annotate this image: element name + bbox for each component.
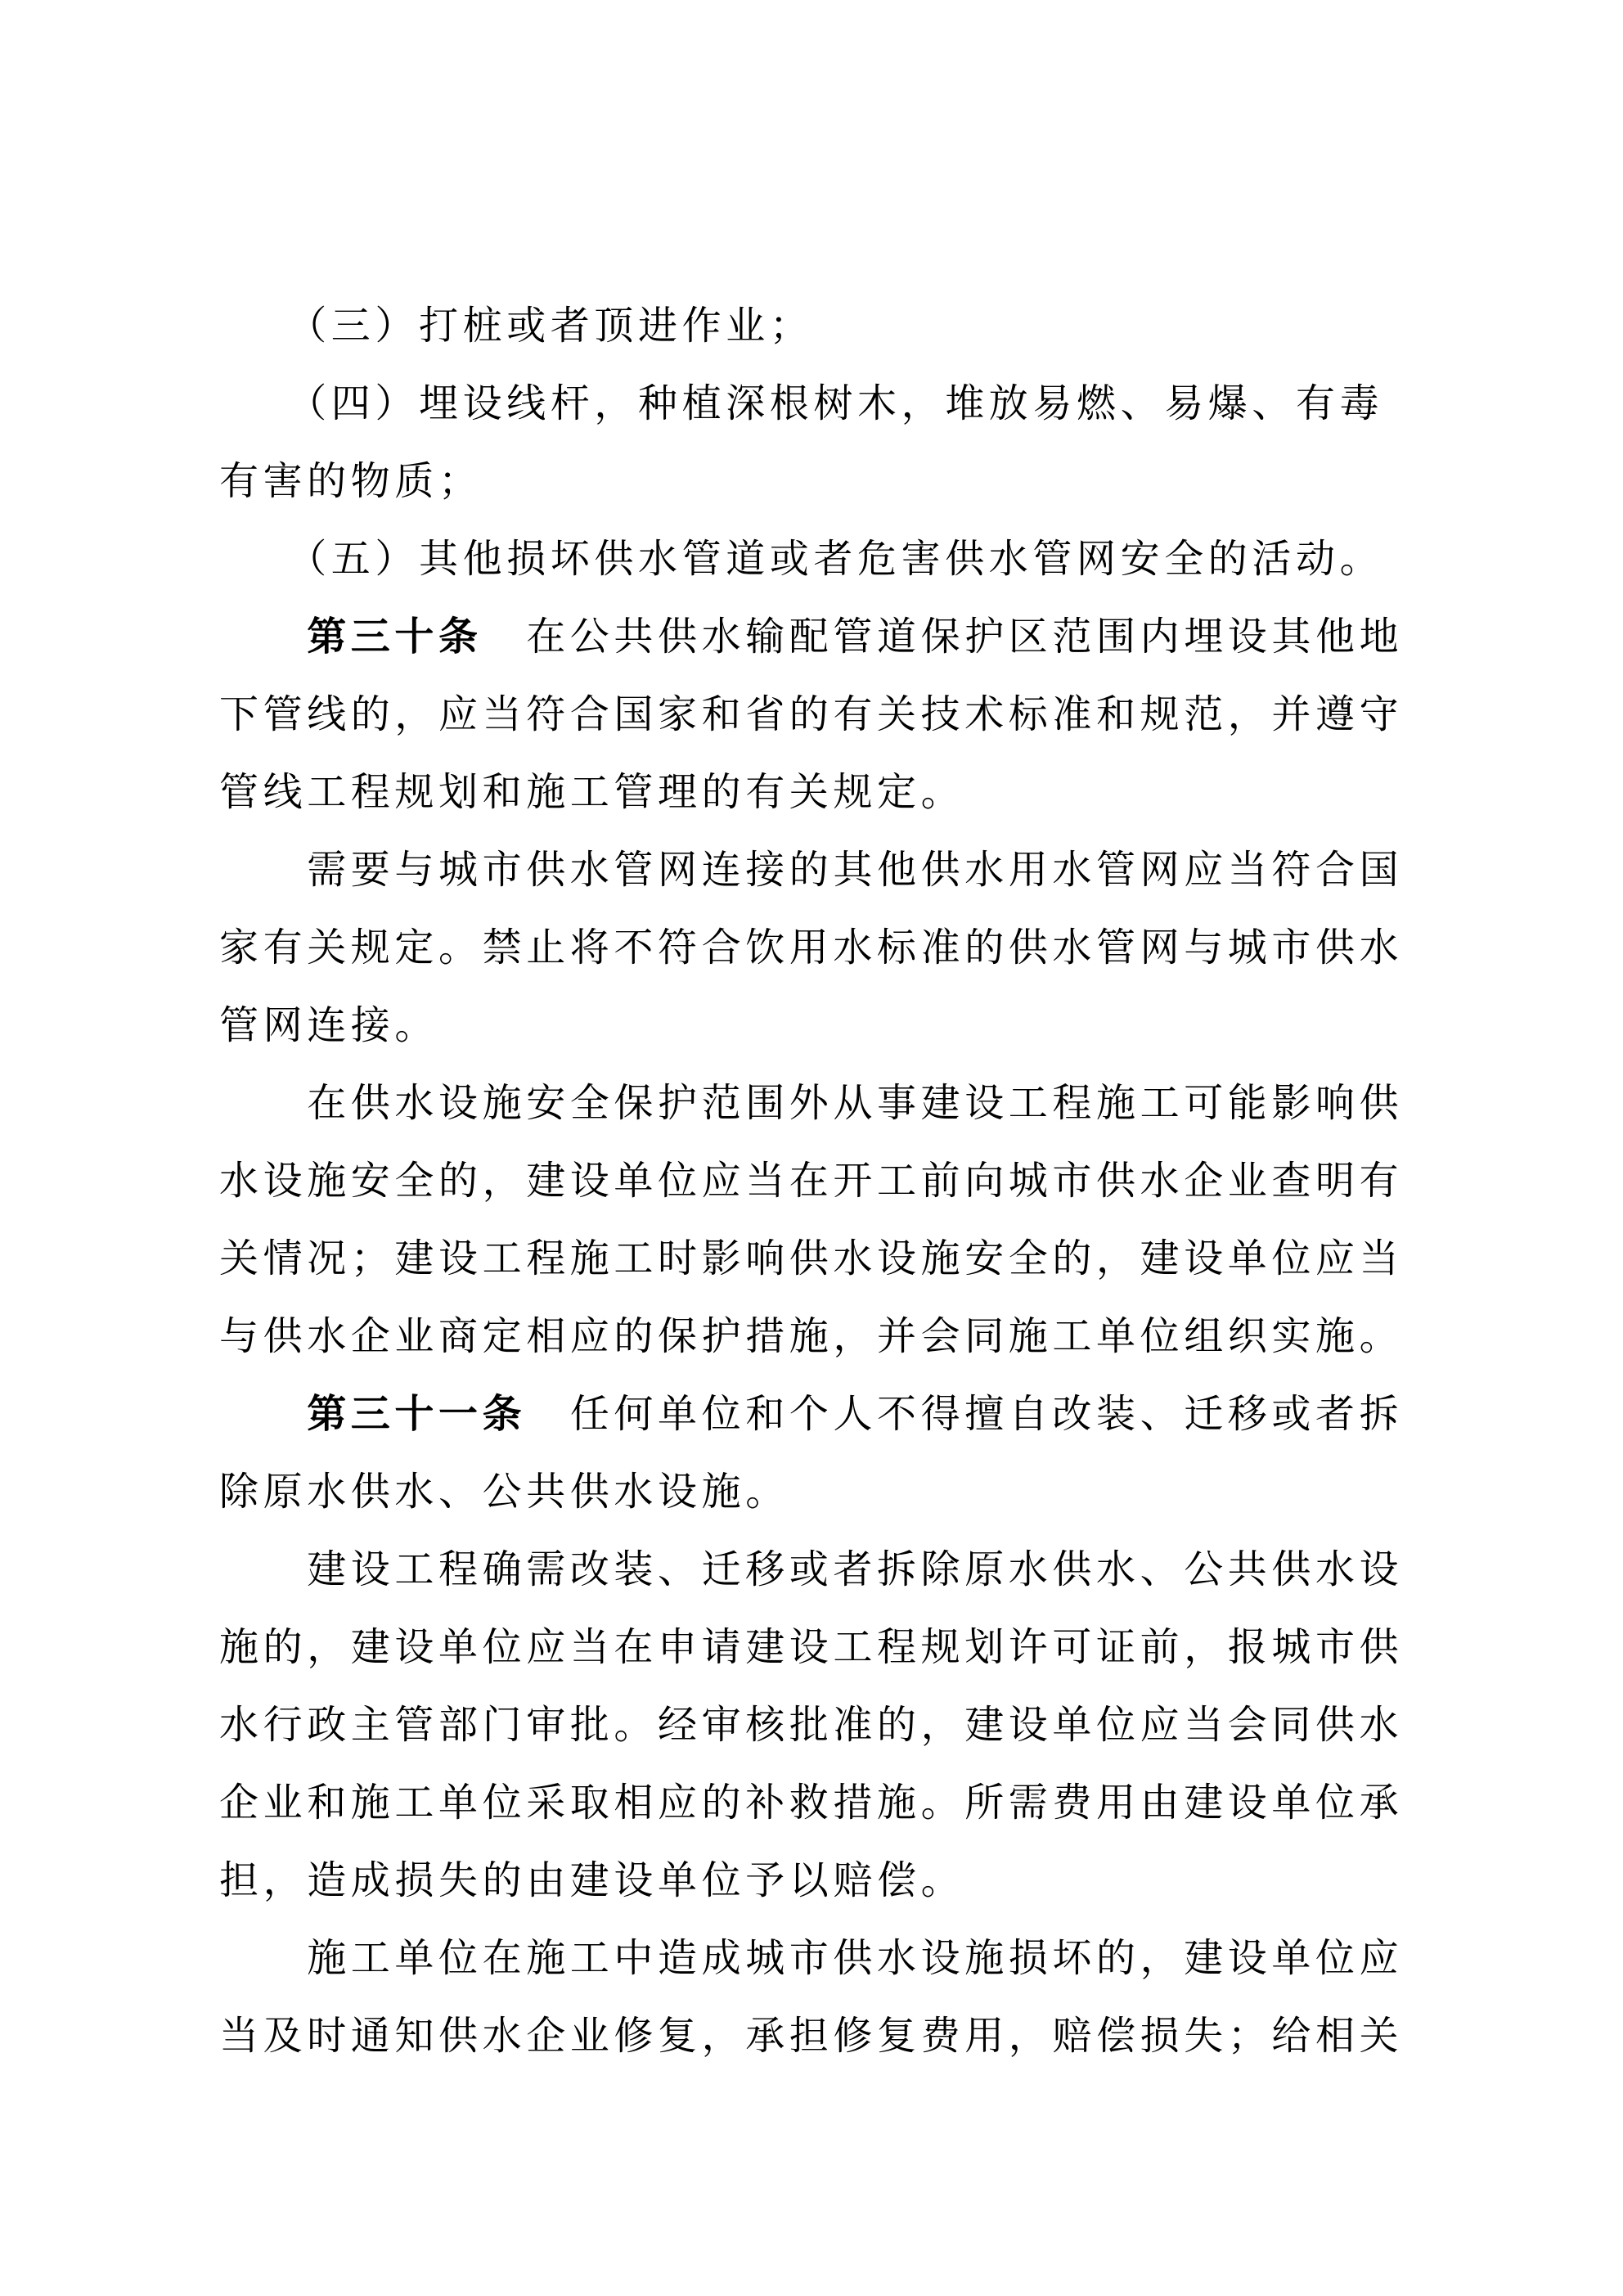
text-segment: （五）其他损坏供水管道或者危害供水管网安全的活动。 <box>219 538 1384 581</box>
text-line <box>219 831 1422 909</box>
text-line <box>219 1920 1422 1997</box>
text-line <box>219 520 1422 598</box>
article-number: 第三十条 <box>307 615 483 659</box>
text-line <box>219 1065 1422 1142</box>
text-segment: 在公共供水输配管道保护区范围内埋设其他地 <box>482 615 1404 659</box>
text-segment: 家有关规定。禁止将不符合饮用水标准的供水管网与城市供水 <box>219 926 1404 970</box>
text-segment: 担，造成损失的由建设单位予以赔偿。 <box>219 1859 965 1902</box>
article-heading-line <box>219 598 1422 676</box>
text-segment <box>219 1393 307 1436</box>
text-segment: 管线工程规划和施工管理的有关规定。 <box>219 771 965 814</box>
text-segment: 除原水供水、公共供水设施。 <box>219 1470 789 1514</box>
text-segment: 下管线的，应当符合国家和省的有关技术标准和规范，并遵守 <box>219 693 1404 736</box>
text-segment: 有害的物质； <box>219 460 483 503</box>
text-segment: （三）打桩或者顶进作业； <box>219 304 814 348</box>
text-segment: （四）埋设线杆，种植深根树木，堆放易燃、易爆、有毒 <box>219 382 1384 425</box>
text-line <box>219 754 1422 831</box>
text-segment: 水设施安全的，建设单位应当在开工前向城市供水企业查明有 <box>219 1159 1404 1203</box>
text-line <box>219 1609 1422 1686</box>
text-segment: 水行政主管部门审批。经审核批准的，建设单位应当会同供水 <box>219 1704 1404 1747</box>
text-line <box>219 909 1422 987</box>
text-segment: 施工单位在施工中造成城市供水设施损坏的，建设单位应 <box>219 1937 1404 1980</box>
text-line <box>219 365 1422 443</box>
text-segment: 任何单位和个人不得擅自改装、迁移或者拆 <box>526 1393 1404 1436</box>
text-line <box>219 987 1422 1065</box>
text-segment: 在供水设施安全保护范围外从事建设工程施工可能影响供 <box>219 1082 1404 1125</box>
text-segment: 与供水企业商定相应的保护措施，并会同施工单位组织实施。 <box>219 1315 1404 1358</box>
text-line <box>219 1453 1422 1531</box>
document-body <box>219 287 1422 2075</box>
text-line <box>219 1142 1422 1220</box>
text-line <box>219 1997 1422 2075</box>
text-line <box>219 1298 1422 1375</box>
text-line <box>219 1764 1422 1842</box>
article-number: 第三十一条 <box>307 1393 527 1436</box>
text-segment: 企业和施工单位采取相应的补救措施。所需费用由建设单位承 <box>219 1781 1404 1825</box>
text-segment: 施的，建设单位应当在申请建设工程规划许可证前，报城市供 <box>219 1626 1404 1669</box>
text-segment: 管网连接。 <box>219 1004 439 1047</box>
text-line <box>219 1686 1422 1764</box>
article-heading-line <box>219 1375 1422 1453</box>
text-segment: 需要与城市供水管网连接的其他供水用水管网应当符合国 <box>219 849 1404 892</box>
text-line <box>219 287 1422 365</box>
text-segment: 当及时通知供水企业修复，承担修复费用，赔偿损失；给相关 <box>219 2015 1404 2058</box>
text-line <box>219 1531 1422 1609</box>
text-line <box>219 443 1422 520</box>
text-segment <box>219 615 307 659</box>
text-segment: 建设工程确需改装、迁移或者拆除原水供水、公共供水设 <box>219 1548 1404 1591</box>
text-line <box>219 676 1422 754</box>
text-line <box>219 1842 1422 1920</box>
text-line <box>219 1220 1422 1298</box>
text-segment: 关情况；建设工程施工时影响供水设施安全的，建设单位应当 <box>219 1237 1404 1281</box>
